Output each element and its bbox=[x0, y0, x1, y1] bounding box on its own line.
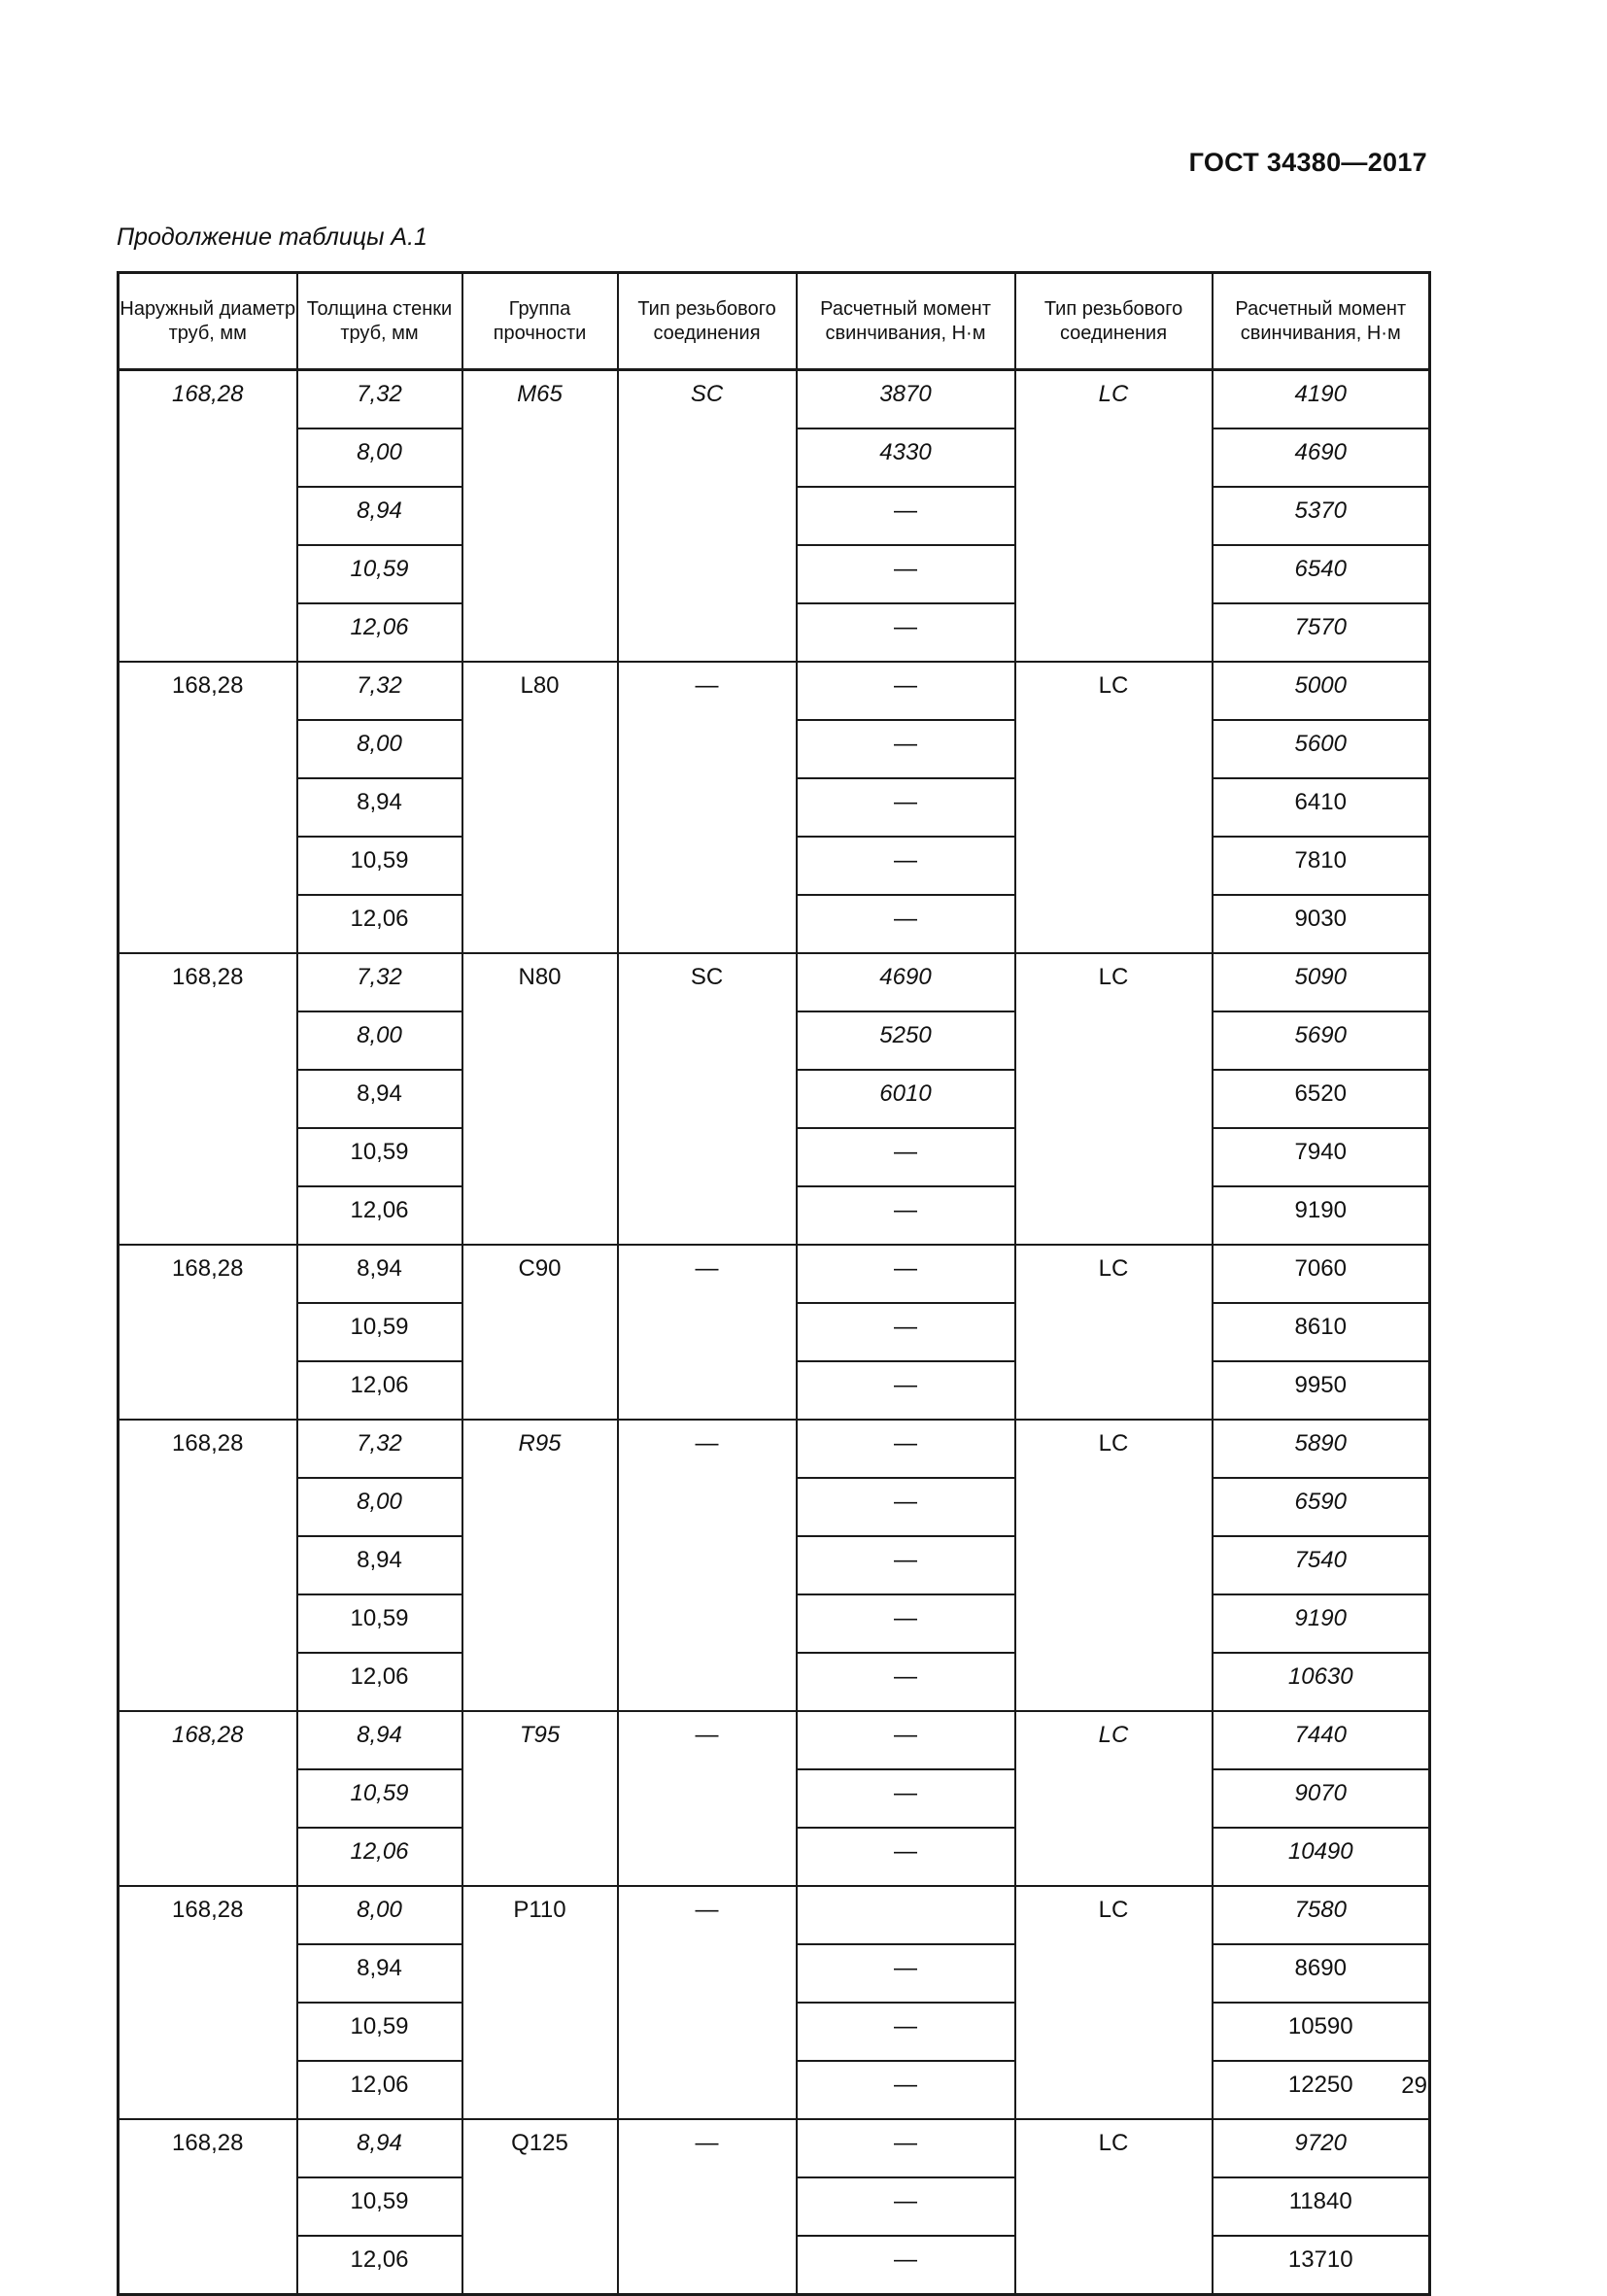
wall-thickness-cell: 8,94 bbox=[297, 2119, 462, 2177]
connection-type-1-cell: SC bbox=[618, 370, 797, 663]
connection-type-2-cell: LC bbox=[1015, 1711, 1213, 1886]
table-header-row bbox=[119, 273, 1430, 370]
connection-type-1-cell: — bbox=[618, 1711, 797, 1886]
makeup-torque-1-cell: — bbox=[797, 1653, 1015, 1711]
makeup-torque-1-cell: — bbox=[797, 603, 1015, 662]
wall-thickness-cell: 8,00 bbox=[297, 720, 462, 778]
header-outer-diameter: Наружный диаметр труб, мм bbox=[119, 273, 297, 370]
makeup-torque-2-cell: 8610 bbox=[1213, 1303, 1430, 1361]
table-row bbox=[119, 662, 1430, 720]
makeup-torque-1-cell: — bbox=[797, 1536, 1015, 1594]
makeup-torque-1-cell: — bbox=[797, 1828, 1015, 1886]
makeup-torque-2-cell: 9720 bbox=[1213, 2119, 1430, 2177]
header-strength-group: Группа прочности bbox=[462, 273, 618, 370]
wall-thickness-cell: 8,00 bbox=[297, 1886, 462, 1944]
table-row bbox=[119, 370, 1430, 429]
wall-thickness-cell: 10,59 bbox=[297, 837, 462, 895]
makeup-torque-1-cell: — bbox=[797, 1594, 1015, 1653]
wall-thickness-cell: 12,06 bbox=[297, 603, 462, 662]
strength-group-cell: C90 bbox=[462, 1245, 618, 1420]
makeup-torque-2-cell: 9030 bbox=[1213, 895, 1430, 953]
makeup-torque-1-cell: — bbox=[797, 1303, 1015, 1361]
wall-thickness-cell: 7,32 bbox=[297, 1420, 462, 1478]
makeup-torque-1-cell: — bbox=[797, 1186, 1015, 1245]
connection-type-1-cell: — bbox=[618, 1420, 797, 1711]
makeup-torque-1-cell: — bbox=[797, 778, 1015, 837]
wall-thickness-cell: 8,94 bbox=[297, 1944, 462, 2003]
makeup-torque-2-cell: 12250 bbox=[1213, 2061, 1430, 2119]
connection-type-1-cell: — bbox=[618, 1245, 797, 1420]
strength-group-cell: M65 bbox=[462, 370, 618, 663]
outer-diameter-cell: 168,28 bbox=[119, 1245, 297, 1420]
makeup-torque-1-cell: — bbox=[797, 1128, 1015, 1186]
connection-type-2-cell: LC bbox=[1015, 1245, 1213, 1420]
makeup-torque-2-cell: 7570 bbox=[1213, 603, 1430, 662]
makeup-torque-2-cell: 8690 bbox=[1213, 1944, 1430, 2003]
document-code: ГОСТ 34380—2017 bbox=[1188, 148, 1427, 177]
table-row bbox=[119, 1886, 1430, 1944]
makeup-torque-2-cell: 6540 bbox=[1213, 545, 1430, 603]
makeup-torque-2-cell: 10630 bbox=[1213, 1653, 1430, 1711]
connection-type-2-cell: LC bbox=[1015, 2119, 1213, 2295]
makeup-torque-1-cell: — bbox=[797, 1478, 1015, 1536]
makeup-torque-2-cell: 10590 bbox=[1213, 2003, 1430, 2061]
outer-diameter-cell: 168,28 bbox=[119, 1711, 297, 1886]
makeup-torque-2-cell: 5090 bbox=[1213, 953, 1430, 1011]
makeup-torque-2-cell: 4190 bbox=[1213, 370, 1430, 429]
makeup-torque-2-cell: 6590 bbox=[1213, 1478, 1430, 1536]
makeup-torque-1-cell: — bbox=[797, 1711, 1015, 1769]
makeup-torque-1-cell: 6010 bbox=[797, 1070, 1015, 1128]
outer-diameter-cell: 168,28 bbox=[119, 1886, 297, 2119]
makeup-torque-1-cell: — bbox=[797, 720, 1015, 778]
makeup-torque-2-cell: 6410 bbox=[1213, 778, 1430, 837]
strength-group-cell: R95 bbox=[462, 1420, 618, 1711]
makeup-torque-2-cell: 7440 bbox=[1213, 1711, 1430, 1769]
makeup-torque-1-cell: — bbox=[797, 1361, 1015, 1420]
makeup-torque-2-cell: 5600 bbox=[1213, 720, 1430, 778]
makeup-torque-2-cell: 11840 bbox=[1213, 2177, 1430, 2236]
header-connection-type-1: Тип резьбового соединения bbox=[618, 273, 797, 370]
makeup-torque-2-cell: 7580 bbox=[1213, 1886, 1430, 1944]
outer-diameter-cell: 168,28 bbox=[119, 1420, 297, 1711]
makeup-torque-1-cell: 4330 bbox=[797, 428, 1015, 487]
makeup-torque-1-cell: — bbox=[797, 1420, 1015, 1478]
makeup-torque-2-cell: 5890 bbox=[1213, 1420, 1430, 1478]
page-number: 29 bbox=[1401, 2073, 1427, 2099]
makeup-torque-1-cell: — bbox=[797, 2061, 1015, 2119]
strength-group-cell: N80 bbox=[462, 953, 618, 1245]
makeup-torque-2-cell: 7540 bbox=[1213, 1536, 1430, 1594]
header-makeup-torque-2: Расчетный момент свинчивания, Н·м bbox=[1213, 273, 1430, 370]
makeup-torque-1-cell: — bbox=[797, 1944, 1015, 2003]
wall-thickness-cell: 12,06 bbox=[297, 2061, 462, 2119]
makeup-torque-2-cell: 7940 bbox=[1213, 1128, 1430, 1186]
outer-diameter-cell: 168,28 bbox=[119, 662, 297, 953]
table-body bbox=[119, 370, 1430, 2295]
table-row bbox=[119, 1420, 1430, 1478]
makeup-torque-2-cell: 13710 bbox=[1213, 2236, 1430, 2295]
table-caption: Продолжение таблицы А.1 bbox=[117, 223, 427, 251]
wall-thickness-cell: 10,59 bbox=[297, 1769, 462, 1828]
header-makeup-torque-1: Расчетный момент свинчивания, Н·м bbox=[797, 273, 1015, 370]
connection-type-2-cell: LC bbox=[1015, 370, 1213, 663]
makeup-torque-2-cell: 9190 bbox=[1213, 1594, 1430, 1653]
makeup-torque-1-cell: — bbox=[797, 545, 1015, 603]
wall-thickness-cell: 8,94 bbox=[297, 487, 462, 545]
table-row bbox=[119, 1245, 1430, 1303]
makeup-torque-2-cell: 9070 bbox=[1213, 1769, 1430, 1828]
makeup-torque-1-cell: 4690 bbox=[797, 953, 1015, 1011]
wall-thickness-cell: 12,06 bbox=[297, 1653, 462, 1711]
wall-thickness-cell: 8,94 bbox=[297, 1070, 462, 1128]
makeup-torque-1-cell: — bbox=[797, 2119, 1015, 2177]
wall-thickness-cell: 10,59 bbox=[297, 545, 462, 603]
makeup-torque-1-cell: — bbox=[797, 1245, 1015, 1303]
makeup-torque-2-cell: 9190 bbox=[1213, 1186, 1430, 1245]
wall-thickness-cell: 12,06 bbox=[297, 1186, 462, 1245]
makeup-torque-1-cell: 5250 bbox=[797, 1011, 1015, 1070]
wall-thickness-cell: 12,06 bbox=[297, 1828, 462, 1886]
connection-type-1-cell: — bbox=[618, 1886, 797, 2119]
outer-diameter-cell: 168,28 bbox=[119, 953, 297, 1245]
wall-thickness-cell: 8,00 bbox=[297, 428, 462, 487]
connection-type-2-cell: LC bbox=[1015, 662, 1213, 953]
strength-group-cell: T95 bbox=[462, 1711, 618, 1886]
makeup-torque-1-cell: — bbox=[797, 662, 1015, 720]
makeup-torque-2-cell: 5370 bbox=[1213, 487, 1430, 545]
connection-type-1-cell: SC bbox=[618, 953, 797, 1245]
makeup-torque-2-cell: 5690 bbox=[1213, 1011, 1430, 1070]
connection-type-2-cell: LC bbox=[1015, 1420, 1213, 1711]
wall-thickness-cell: 8,00 bbox=[297, 1011, 462, 1070]
header-connection-type-2: Тип резьбового соединения bbox=[1015, 273, 1213, 370]
table-row bbox=[119, 953, 1430, 1011]
makeup-torque-1-cell: — bbox=[797, 1769, 1015, 1828]
wall-thickness-cell: 7,32 bbox=[297, 953, 462, 1011]
makeup-torque-2-cell: 10490 bbox=[1213, 1828, 1430, 1886]
makeup-torque-2-cell: 7060 bbox=[1213, 1245, 1430, 1303]
makeup-torque-2-cell: 7810 bbox=[1213, 837, 1430, 895]
makeup-torque-1-cell: — bbox=[797, 837, 1015, 895]
makeup-torque-2-cell: 6520 bbox=[1213, 1070, 1430, 1128]
wall-thickness-cell: 8,94 bbox=[297, 1536, 462, 1594]
makeup-torque-1-cell: — bbox=[797, 2003, 1015, 2061]
makeup-torque-2-cell: 5000 bbox=[1213, 662, 1430, 720]
wall-thickness-cell: 12,06 bbox=[297, 895, 462, 953]
makeup-torque-1-cell: — bbox=[797, 895, 1015, 953]
connection-type-2-cell: LC bbox=[1015, 953, 1213, 1245]
wall-thickness-cell: 10,59 bbox=[297, 2003, 462, 2061]
strength-group-cell: L80 bbox=[462, 662, 618, 953]
wall-thickness-cell: 7,32 bbox=[297, 370, 462, 429]
makeup-torque-1-cell: 3870 bbox=[797, 370, 1015, 429]
makeup-torque-1-cell: — bbox=[797, 2236, 1015, 2295]
makeup-torque-1-cell: — bbox=[797, 487, 1015, 545]
wall-thickness-cell: 10,59 bbox=[297, 1594, 462, 1653]
makeup-torque-2-cell: 4690 bbox=[1213, 428, 1430, 487]
strength-group-cell: Q125 bbox=[462, 2119, 618, 2295]
makeup-torque-2-cell: 9950 bbox=[1213, 1361, 1430, 1420]
torque-table bbox=[117, 271, 1431, 2296]
wall-thickness-cell: 12,06 bbox=[297, 1361, 462, 1420]
strength-group-cell: P110 bbox=[462, 1886, 618, 2119]
wall-thickness-cell: 12,06 bbox=[297, 2236, 462, 2295]
makeup-torque-1-cell: — bbox=[797, 2177, 1015, 2236]
wall-thickness-cell: 8,00 bbox=[297, 1478, 462, 1536]
wall-thickness-cell: 10,59 bbox=[297, 1303, 462, 1361]
wall-thickness-cell: 10,59 bbox=[297, 1128, 462, 1186]
outer-diameter-cell: 168,28 bbox=[119, 370, 297, 663]
makeup-torque-1-cell bbox=[797, 1886, 1015, 1944]
wall-thickness-cell: 10,59 bbox=[297, 2177, 462, 2236]
wall-thickness-cell: 7,32 bbox=[297, 662, 462, 720]
header-wall-thickness: Толщина стенки труб, мм bbox=[297, 273, 462, 370]
table-row bbox=[119, 1711, 1430, 1769]
table-row bbox=[119, 2119, 1430, 2177]
connection-type-1-cell: — bbox=[618, 662, 797, 953]
wall-thickness-cell: 8,94 bbox=[297, 778, 462, 837]
outer-diameter-cell: 168,28 bbox=[119, 2119, 297, 2295]
connection-type-1-cell: — bbox=[618, 2119, 797, 2295]
wall-thickness-cell: 8,94 bbox=[297, 1711, 462, 1769]
connection-type-2-cell: LC bbox=[1015, 1886, 1213, 2119]
wall-thickness-cell: 8,94 bbox=[297, 1245, 462, 1303]
